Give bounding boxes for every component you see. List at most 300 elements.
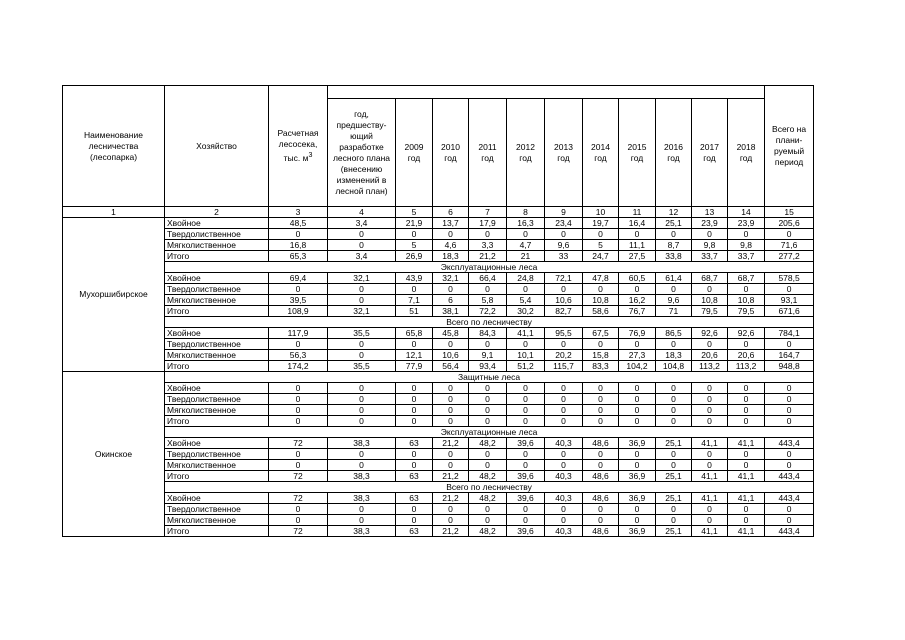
- value-cell: 41,1: [692, 438, 728, 449]
- table-row: [63, 350, 814, 361]
- value-cell: 39,6: [507, 438, 545, 449]
- value-cell: 79,5: [728, 306, 765, 317]
- value-cell: 0: [396, 504, 433, 515]
- row-label: Мягколиственное: [165, 515, 269, 526]
- header-year-8: [692, 99, 728, 207]
- value-cell: 0: [545, 515, 583, 526]
- value-cell: 20,6: [692, 350, 728, 361]
- value-cell: 0: [656, 449, 692, 460]
- value-cell: 0: [545, 449, 583, 460]
- value-cell: 66,4: [469, 273, 507, 284]
- header-farm-type: Хозяйство: [165, 86, 269, 207]
- value-cell: 0: [396, 339, 433, 350]
- header-year-number: 2010: [441, 141, 460, 152]
- value-cell: 0: [765, 405, 814, 416]
- value-cell: 0: [328, 405, 396, 416]
- row-label: Мягколиственное: [165, 240, 269, 251]
- value-cell: 0: [728, 405, 765, 416]
- table-row: [63, 493, 814, 504]
- table-row: [63, 328, 814, 339]
- value-cell: 86,5: [656, 328, 692, 339]
- value-cell: 0: [269, 515, 328, 526]
- value-cell: 21,2: [433, 526, 469, 537]
- row-label: Хвойное: [165, 383, 269, 394]
- section-title: Защитные леса: [165, 372, 814, 383]
- value-cell: 3,3: [469, 240, 507, 251]
- value-cell: 0: [619, 449, 656, 460]
- row-label: Итого: [165, 471, 269, 482]
- value-cell: 0: [469, 504, 507, 515]
- header-year-word: год: [407, 152, 421, 163]
- value-cell: 0: [396, 460, 433, 471]
- value-cell: 39,6: [507, 493, 545, 504]
- value-cell: 16,3: [507, 218, 545, 229]
- header-year-5: [583, 99, 619, 207]
- value-cell: 0: [328, 504, 396, 515]
- value-cell: 21,2: [469, 251, 507, 262]
- value-cell: 38,3: [328, 526, 396, 537]
- value-cell: 68,7: [728, 273, 765, 284]
- value-cell: 76,9: [619, 328, 656, 339]
- value-cell: 104,2: [619, 361, 656, 372]
- value-cell: 0: [328, 383, 396, 394]
- header-allowable-cut-sup: 3: [308, 151, 313, 160]
- value-cell: 25,1: [656, 493, 692, 504]
- value-cell: 10,8: [692, 295, 728, 306]
- value-cell: 0: [269, 416, 328, 427]
- column-number: 2: [165, 207, 269, 218]
- value-cell: 0: [692, 405, 728, 416]
- value-cell: 0: [328, 394, 396, 405]
- value-cell: 0: [619, 229, 656, 240]
- value-cell: 0: [728, 449, 765, 460]
- value-cell: 0: [619, 460, 656, 471]
- value-cell: 0: [692, 449, 728, 460]
- table-row: [63, 251, 814, 262]
- value-cell: 0: [545, 229, 583, 240]
- value-cell: 36,9: [619, 471, 656, 482]
- value-cell: 12,1: [396, 350, 433, 361]
- value-cell: 10,8: [728, 295, 765, 306]
- header-year-number: 2009: [404, 141, 424, 152]
- table-row: [63, 229, 814, 240]
- section-title: Эксплуатационные леса: [165, 427, 814, 438]
- value-cell: 0: [328, 229, 396, 240]
- header-previous-year: год, предшеству-ющий разработке лесного плана (внесению изменений в лесной план): [328, 99, 396, 207]
- value-cell: 48,2: [469, 471, 507, 482]
- row-label: Итого: [165, 416, 269, 427]
- value-cell: 21,2: [433, 471, 469, 482]
- header-year-2: [469, 99, 507, 207]
- forestry-harvest-table: [62, 85, 814, 537]
- header-year-word: год: [739, 152, 753, 163]
- value-cell: 115,7: [545, 361, 583, 372]
- value-cell: 0: [765, 416, 814, 427]
- row-label: Хвойное: [165, 273, 269, 284]
- value-cell: 11,1: [619, 240, 656, 251]
- value-cell: 0: [545, 383, 583, 394]
- value-cell: 0: [656, 383, 692, 394]
- forestry-name-cell: Мухоршибирское: [63, 218, 165, 372]
- value-cell: 0: [692, 284, 728, 295]
- value-cell: 38,3: [328, 438, 396, 449]
- header-year-word: год: [519, 152, 532, 163]
- value-cell: 63: [396, 526, 433, 537]
- value-cell: 77,9: [396, 361, 433, 372]
- value-cell: 71: [656, 306, 692, 317]
- value-cell: 41,1: [692, 526, 728, 537]
- value-cell: 20,6: [728, 350, 765, 361]
- value-cell: 0: [728, 416, 765, 427]
- header-year-number: 2016: [664, 141, 683, 152]
- table-row: [63, 526, 814, 537]
- value-cell: 35,5: [328, 361, 396, 372]
- table-body: [63, 86, 814, 537]
- value-cell: 38,1: [433, 306, 469, 317]
- value-cell: 0: [765, 394, 814, 405]
- value-cell: 0: [469, 339, 507, 350]
- value-cell: 32,1: [328, 273, 396, 284]
- value-cell: 0: [765, 229, 814, 240]
- value-cell: 0: [656, 460, 692, 471]
- header-year-9: [728, 99, 765, 207]
- value-cell: 0: [469, 416, 507, 427]
- value-cell: 0: [728, 394, 765, 405]
- value-cell: 65,3: [269, 251, 328, 262]
- value-cell: 0: [396, 394, 433, 405]
- value-cell: 19,7: [583, 218, 619, 229]
- value-cell: 3,4: [328, 251, 396, 262]
- header-year-6: [619, 99, 656, 207]
- value-cell: 38,3: [328, 471, 396, 482]
- value-cell: 0: [656, 405, 692, 416]
- value-cell: 0: [433, 515, 469, 526]
- value-cell: 0: [545, 416, 583, 427]
- value-cell: 0: [545, 504, 583, 515]
- value-cell: 0: [507, 394, 545, 405]
- value-cell: 67,5: [583, 328, 619, 339]
- value-cell: 277,2: [765, 251, 814, 262]
- value-cell: 65,8: [396, 328, 433, 339]
- table-row: [63, 460, 814, 471]
- value-cell: 174,2: [269, 361, 328, 372]
- value-cell: 51,2: [507, 361, 545, 372]
- value-cell: 0: [433, 284, 469, 295]
- value-cell: 30,2: [507, 306, 545, 317]
- column-number: 14: [728, 207, 765, 218]
- value-cell: 0: [433, 394, 469, 405]
- value-cell: 36,9: [619, 438, 656, 449]
- value-cell: 0: [328, 416, 396, 427]
- table-row: [63, 240, 814, 251]
- value-cell: 41,1: [728, 438, 765, 449]
- value-cell: 443,4: [765, 471, 814, 482]
- table-row: [63, 284, 814, 295]
- value-cell: 0: [507, 504, 545, 515]
- value-cell: 0: [433, 449, 469, 460]
- value-cell: 0: [328, 350, 396, 361]
- column-number: 6: [433, 207, 469, 218]
- value-cell: 23,9: [728, 218, 765, 229]
- value-cell: 0: [433, 383, 469, 394]
- value-cell: 15,8: [583, 350, 619, 361]
- header-years-group: [328, 86, 765, 99]
- value-cell: 4,6: [433, 240, 469, 251]
- value-cell: 35,5: [328, 328, 396, 339]
- header-year-word: год: [594, 152, 607, 163]
- row-label: Мягколиственное: [165, 460, 269, 471]
- value-cell: 68,7: [692, 273, 728, 284]
- value-cell: 0: [583, 504, 619, 515]
- value-cell: 0: [396, 515, 433, 526]
- value-cell: 205,6: [765, 218, 814, 229]
- header-year-number: 2011: [478, 141, 497, 152]
- value-cell: 113,2: [728, 361, 765, 372]
- header-year-number: 2012: [516, 141, 535, 152]
- value-cell: 0: [619, 284, 656, 295]
- table-row: [63, 383, 814, 394]
- value-cell: 0: [328, 339, 396, 350]
- value-cell: 48,2: [469, 493, 507, 504]
- value-cell: 33,8: [656, 251, 692, 262]
- value-cell: 39,6: [507, 526, 545, 537]
- value-cell: 38,3: [328, 493, 396, 504]
- value-cell: 0: [507, 416, 545, 427]
- value-cell: 0: [269, 339, 328, 350]
- value-cell: 104,8: [656, 361, 692, 372]
- header-allowable-cut: [269, 86, 328, 207]
- value-cell: 784,1: [765, 328, 814, 339]
- value-cell: 0: [692, 394, 728, 405]
- value-cell: 0: [583, 339, 619, 350]
- forestry-name-cell: Окинское: [63, 372, 165, 537]
- value-cell: 9,1: [469, 350, 507, 361]
- value-cell: 0: [765, 460, 814, 471]
- row-label: Итого: [165, 251, 269, 262]
- column-number: 15: [765, 207, 814, 218]
- header-year-7: [656, 99, 692, 207]
- section-row: [63, 317, 814, 328]
- header-year-word: год: [667, 152, 680, 163]
- table-row: [63, 504, 814, 515]
- header-year-1: [433, 99, 469, 207]
- table-row: [63, 339, 814, 350]
- value-cell: 0: [583, 416, 619, 427]
- value-cell: 27,5: [619, 251, 656, 262]
- value-cell: 0: [507, 284, 545, 295]
- value-cell: 39,6: [507, 471, 545, 482]
- row-label: Твердолиственное: [165, 339, 269, 350]
- value-cell: 0: [469, 284, 507, 295]
- value-cell: 9,6: [656, 295, 692, 306]
- value-cell: 0: [619, 394, 656, 405]
- value-cell: 0: [765, 383, 814, 394]
- value-cell: 41,1: [692, 493, 728, 504]
- column-number: 12: [656, 207, 692, 218]
- value-cell: 13,7: [433, 218, 469, 229]
- table-row: [63, 515, 814, 526]
- row-label: Твердолиственное: [165, 229, 269, 240]
- table-row: [63, 273, 814, 284]
- value-cell: 0: [656, 339, 692, 350]
- value-cell: 4,7: [507, 240, 545, 251]
- value-cell: 0: [328, 460, 396, 471]
- value-cell: 26,9: [396, 251, 433, 262]
- value-cell: 25,1: [656, 438, 692, 449]
- value-cell: 0: [507, 383, 545, 394]
- value-cell: 48,5: [269, 218, 328, 229]
- value-cell: 0: [765, 504, 814, 515]
- value-cell: 72: [269, 526, 328, 537]
- value-cell: 16,4: [619, 218, 656, 229]
- value-cell: 0: [545, 339, 583, 350]
- value-cell: 0: [656, 284, 692, 295]
- value-cell: 71,6: [765, 240, 814, 251]
- table-row: [63, 361, 814, 372]
- header-year-number: 2013: [554, 141, 573, 152]
- value-cell: 7,1: [396, 295, 433, 306]
- row-label: Итого: [165, 306, 269, 317]
- section-title: Эксплуатационные леса: [165, 262, 814, 273]
- value-cell: 0: [765, 339, 814, 350]
- value-cell: 0: [507, 449, 545, 460]
- column-number: 1: [63, 207, 165, 218]
- value-cell: 0: [545, 460, 583, 471]
- value-cell: 0: [728, 383, 765, 394]
- table-row: [63, 405, 814, 416]
- value-cell: 0: [469, 449, 507, 460]
- value-cell: 63: [396, 438, 433, 449]
- header-year-number: 2017: [700, 141, 719, 152]
- value-cell: 23,4: [545, 218, 583, 229]
- value-cell: 0: [692, 504, 728, 515]
- header-top-row: [63, 86, 814, 99]
- table-row: [63, 394, 814, 405]
- value-cell: 72,2: [469, 306, 507, 317]
- value-cell: 21,2: [433, 493, 469, 504]
- value-cell: 0: [469, 515, 507, 526]
- value-cell: 93,4: [469, 361, 507, 372]
- value-cell: 18,3: [656, 350, 692, 361]
- value-cell: 48,6: [583, 471, 619, 482]
- value-cell: 0: [583, 383, 619, 394]
- value-cell: 0: [656, 229, 692, 240]
- value-cell: 0: [656, 394, 692, 405]
- value-cell: 40,3: [545, 493, 583, 504]
- value-cell: 92,6: [728, 328, 765, 339]
- value-cell: 0: [728, 284, 765, 295]
- value-cell: 72: [269, 438, 328, 449]
- value-cell: 95,5: [545, 328, 583, 339]
- section-title: Всего по лесничеству: [165, 482, 814, 493]
- table-row: [63, 471, 814, 482]
- value-cell: 0: [583, 449, 619, 460]
- value-cell: 33: [545, 251, 583, 262]
- value-cell: 24,7: [583, 251, 619, 262]
- value-cell: 0: [507, 405, 545, 416]
- value-cell: 32,1: [433, 273, 469, 284]
- value-cell: 0: [269, 460, 328, 471]
- value-cell: 0: [728, 229, 765, 240]
- row-label: Итого: [165, 361, 269, 372]
- value-cell: 0: [692, 229, 728, 240]
- value-cell: 578,5: [765, 273, 814, 284]
- header-year-word: год: [557, 152, 570, 163]
- value-cell: 93,1: [765, 295, 814, 306]
- value-cell: 108,9: [269, 306, 328, 317]
- value-cell: 0: [269, 504, 328, 515]
- column-number: 7: [469, 207, 507, 218]
- row-label: Хвойное: [165, 218, 269, 229]
- value-cell: 0: [433, 504, 469, 515]
- value-cell: 17,9: [469, 218, 507, 229]
- value-cell: 0: [728, 504, 765, 515]
- value-cell: 36,9: [619, 493, 656, 504]
- column-numbers-row: [63, 207, 814, 218]
- value-cell: 40,3: [545, 471, 583, 482]
- value-cell: 83,3: [583, 361, 619, 372]
- header-year-word: год: [481, 152, 494, 163]
- header-forestry-name: Наименование лесничества (лесопарка): [63, 86, 165, 207]
- value-cell: 0: [469, 394, 507, 405]
- value-cell: 0: [583, 284, 619, 295]
- value-cell: 0: [507, 339, 545, 350]
- value-cell: 0: [692, 460, 728, 471]
- header-year-number: 2015: [627, 141, 647, 152]
- value-cell: 48,2: [469, 526, 507, 537]
- value-cell: 39,5: [269, 295, 328, 306]
- value-cell: 0: [507, 515, 545, 526]
- value-cell: 0: [545, 394, 583, 405]
- value-cell: 10,6: [433, 350, 469, 361]
- value-cell: 671,6: [765, 306, 814, 317]
- value-cell: 10,1: [507, 350, 545, 361]
- value-cell: 48,2: [469, 438, 507, 449]
- value-cell: 0: [692, 339, 728, 350]
- value-cell: 0: [433, 416, 469, 427]
- value-cell: 0: [619, 515, 656, 526]
- value-cell: 36,9: [619, 526, 656, 537]
- value-cell: 0: [765, 284, 814, 295]
- column-number: 5: [396, 207, 433, 218]
- value-cell: 0: [328, 515, 396, 526]
- section-title: Всего по лесничеству: [165, 317, 814, 328]
- value-cell: 0: [583, 229, 619, 240]
- value-cell: 5: [583, 240, 619, 251]
- value-cell: 0: [396, 449, 433, 460]
- value-cell: 69,4: [269, 273, 328, 284]
- value-cell: 10,8: [583, 295, 619, 306]
- value-cell: 72,1: [545, 273, 583, 284]
- value-cell: 8,7: [656, 240, 692, 251]
- column-number: 4: [328, 207, 396, 218]
- value-cell: 0: [269, 449, 328, 460]
- row-label: Твердолиственное: [165, 394, 269, 405]
- column-number: 13: [692, 207, 728, 218]
- header-year-word: год: [630, 152, 644, 163]
- value-cell: 23,9: [692, 218, 728, 229]
- value-cell: 6: [433, 295, 469, 306]
- value-cell: 0: [433, 229, 469, 240]
- value-cell: 0: [396, 284, 433, 295]
- table-row: [63, 438, 814, 449]
- value-cell: 33,7: [728, 251, 765, 262]
- value-cell: 16,8: [269, 240, 328, 251]
- value-cell: 0: [728, 460, 765, 471]
- value-cell: 0: [269, 394, 328, 405]
- value-cell: 0: [619, 416, 656, 427]
- column-number: 3: [269, 207, 328, 218]
